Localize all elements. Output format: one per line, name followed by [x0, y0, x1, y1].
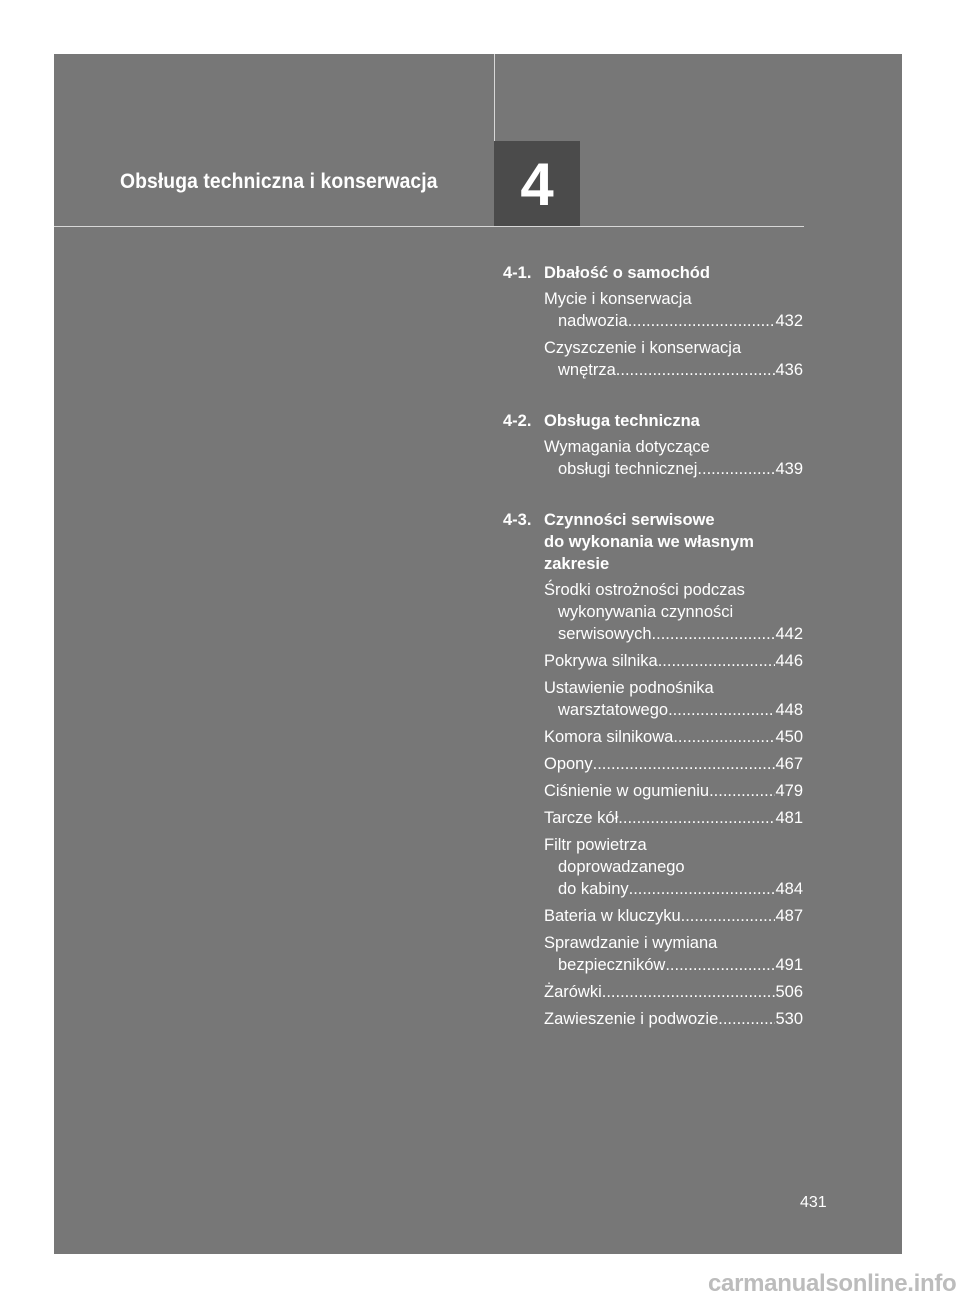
toc-entry-line: Wymagania dotyczące [544, 438, 710, 456]
toc-entry-title: Tarcze kół [544, 809, 619, 827]
toc-page-number: 436 [775, 361, 803, 379]
toc-entry[interactable] [544, 436, 803, 480]
toc-entry-line: Sprawdzanie i wymiana [544, 934, 718, 952]
watermark: carmanualsonline.info [708, 1270, 957, 1297]
toc-section-number: 4-2. [503, 412, 532, 430]
toc-entry-line: doprowadzanego [558, 858, 685, 876]
toc-page-number: 481 [775, 809, 803, 827]
toc-entry[interactable] [544, 780, 803, 802]
toc-entry[interactable] [544, 650, 803, 672]
toc-section-title-line: zakresie [544, 555, 610, 573]
toc-page-number: 491 [775, 956, 803, 974]
toc-leader-dots [697, 458, 775, 480]
toc-section-title [544, 262, 803, 284]
toc-leader-dots [673, 726, 775, 748]
toc-section-title-line: Dbałość o samochód [544, 264, 710, 282]
toc-entry-line: Filtr powietrza [544, 836, 647, 854]
toc-entry-title: Żarówki [544, 983, 602, 1001]
manual-page [54, 54, 902, 1254]
toc-section [503, 262, 803, 381]
toc-entry[interactable] [544, 981, 803, 1003]
toc-section-title-line: Czynności serwisowe [544, 511, 715, 529]
toc-entry-title: Bateria w kluczyku [544, 907, 681, 925]
toc-page-number: 487 [775, 907, 803, 925]
toc-entry-title: bezpieczników [558, 956, 666, 974]
toc-page-number: 448 [775, 701, 803, 719]
toc-entry[interactable] [544, 905, 803, 927]
toc-entry-title: Pokrywa silnika [544, 652, 658, 670]
toc-entry[interactable] [544, 834, 803, 900]
toc-entry[interactable] [544, 1008, 803, 1030]
toc-entry-title: serwisowych [558, 625, 652, 643]
toc-section-heading[interactable] [503, 262, 803, 284]
toc-leader-dots [616, 359, 776, 381]
toc-leader-dots [629, 878, 776, 900]
page-number: 431 [800, 1194, 827, 1211]
toc-leader-dots [602, 981, 776, 1003]
toc-entry-title: Zawieszenie i podwozie [544, 1010, 719, 1028]
toc-page-number: 506 [775, 983, 803, 1001]
toc-leader-dots [658, 650, 776, 672]
toc-entry-title: Ciśnienie w ogumieniu [544, 782, 710, 800]
toc-section-title-line: Obsługa techniczna [544, 412, 700, 430]
toc-page-number: 450 [775, 728, 803, 746]
toc-entry-title: obsługi technicznej [558, 460, 698, 478]
toc-page-number: 442 [775, 625, 803, 643]
toc-entry-line: Ustawienie podnośnika [544, 679, 714, 697]
toc-section-number: 4-3. [503, 511, 532, 529]
toc-entry-title: Komora silnikowa [544, 728, 674, 746]
toc-entry-line: Mycie i konserwacja [544, 290, 692, 308]
toc-page-number: 446 [775, 652, 803, 670]
toc-leader-dots [618, 807, 775, 829]
toc-entry[interactable] [544, 726, 803, 748]
toc-entry[interactable] [544, 337, 803, 381]
chapter-title: Obsługa techniczna i konserwacja [120, 170, 438, 193]
toc-page-number: 439 [775, 460, 803, 478]
toc-leader-dots [628, 310, 776, 332]
toc-section-heading[interactable] [503, 509, 803, 575]
toc-entry-title: warsztatowego [558, 701, 669, 719]
toc-entry[interactable] [544, 753, 803, 775]
toc-entry[interactable] [544, 807, 803, 829]
toc-entry[interactable] [544, 932, 803, 976]
toc-page-number: 479 [775, 782, 803, 800]
toc-leader-dots [593, 753, 776, 775]
toc-page-number: 467 [775, 755, 803, 773]
header-divider-vertical [494, 54, 495, 141]
toc-page-number: 530 [775, 1010, 803, 1028]
toc-section [503, 410, 803, 480]
toc-entry-line: wykonywania czynności [558, 603, 734, 621]
toc-entry-line: Środki ostrożności podczas [544, 581, 745, 599]
toc-leader-dots [665, 954, 775, 976]
chapter-number-box [494, 141, 580, 227]
toc-entry-title: do kabiny [558, 880, 629, 898]
header-divider-horizontal [54, 226, 804, 227]
toc-entry[interactable] [544, 677, 803, 721]
toc-leader-dots [681, 905, 776, 927]
toc-section-title [544, 509, 803, 575]
toc-section-title-line: do wykonania we własnym [544, 533, 754, 551]
toc-leader-dots [709, 780, 775, 802]
toc-entry[interactable] [544, 288, 803, 332]
toc-entry-title: Opony [544, 755, 593, 773]
toc-leader-dots [718, 1008, 775, 1030]
toc-section [503, 509, 803, 1030]
toc-leader-dots [652, 623, 776, 645]
toc-section-number: 4-1. [503, 264, 532, 282]
toc-page-number: 484 [775, 880, 803, 898]
toc-entry-title: nadwozia [558, 312, 628, 330]
toc-section-heading[interactable] [503, 410, 803, 432]
toc-leader-dots [668, 699, 775, 721]
toc-entry-line: Czyszczenie i konserwacja [544, 339, 742, 357]
toc-entry-title: wnętrza [558, 361, 616, 379]
chapter-number: 4 [520, 150, 554, 218]
table-of-contents [503, 262, 803, 1059]
toc-entry[interactable] [544, 579, 803, 645]
toc-page-number: 432 [775, 312, 803, 330]
toc-section-title [544, 410, 803, 432]
